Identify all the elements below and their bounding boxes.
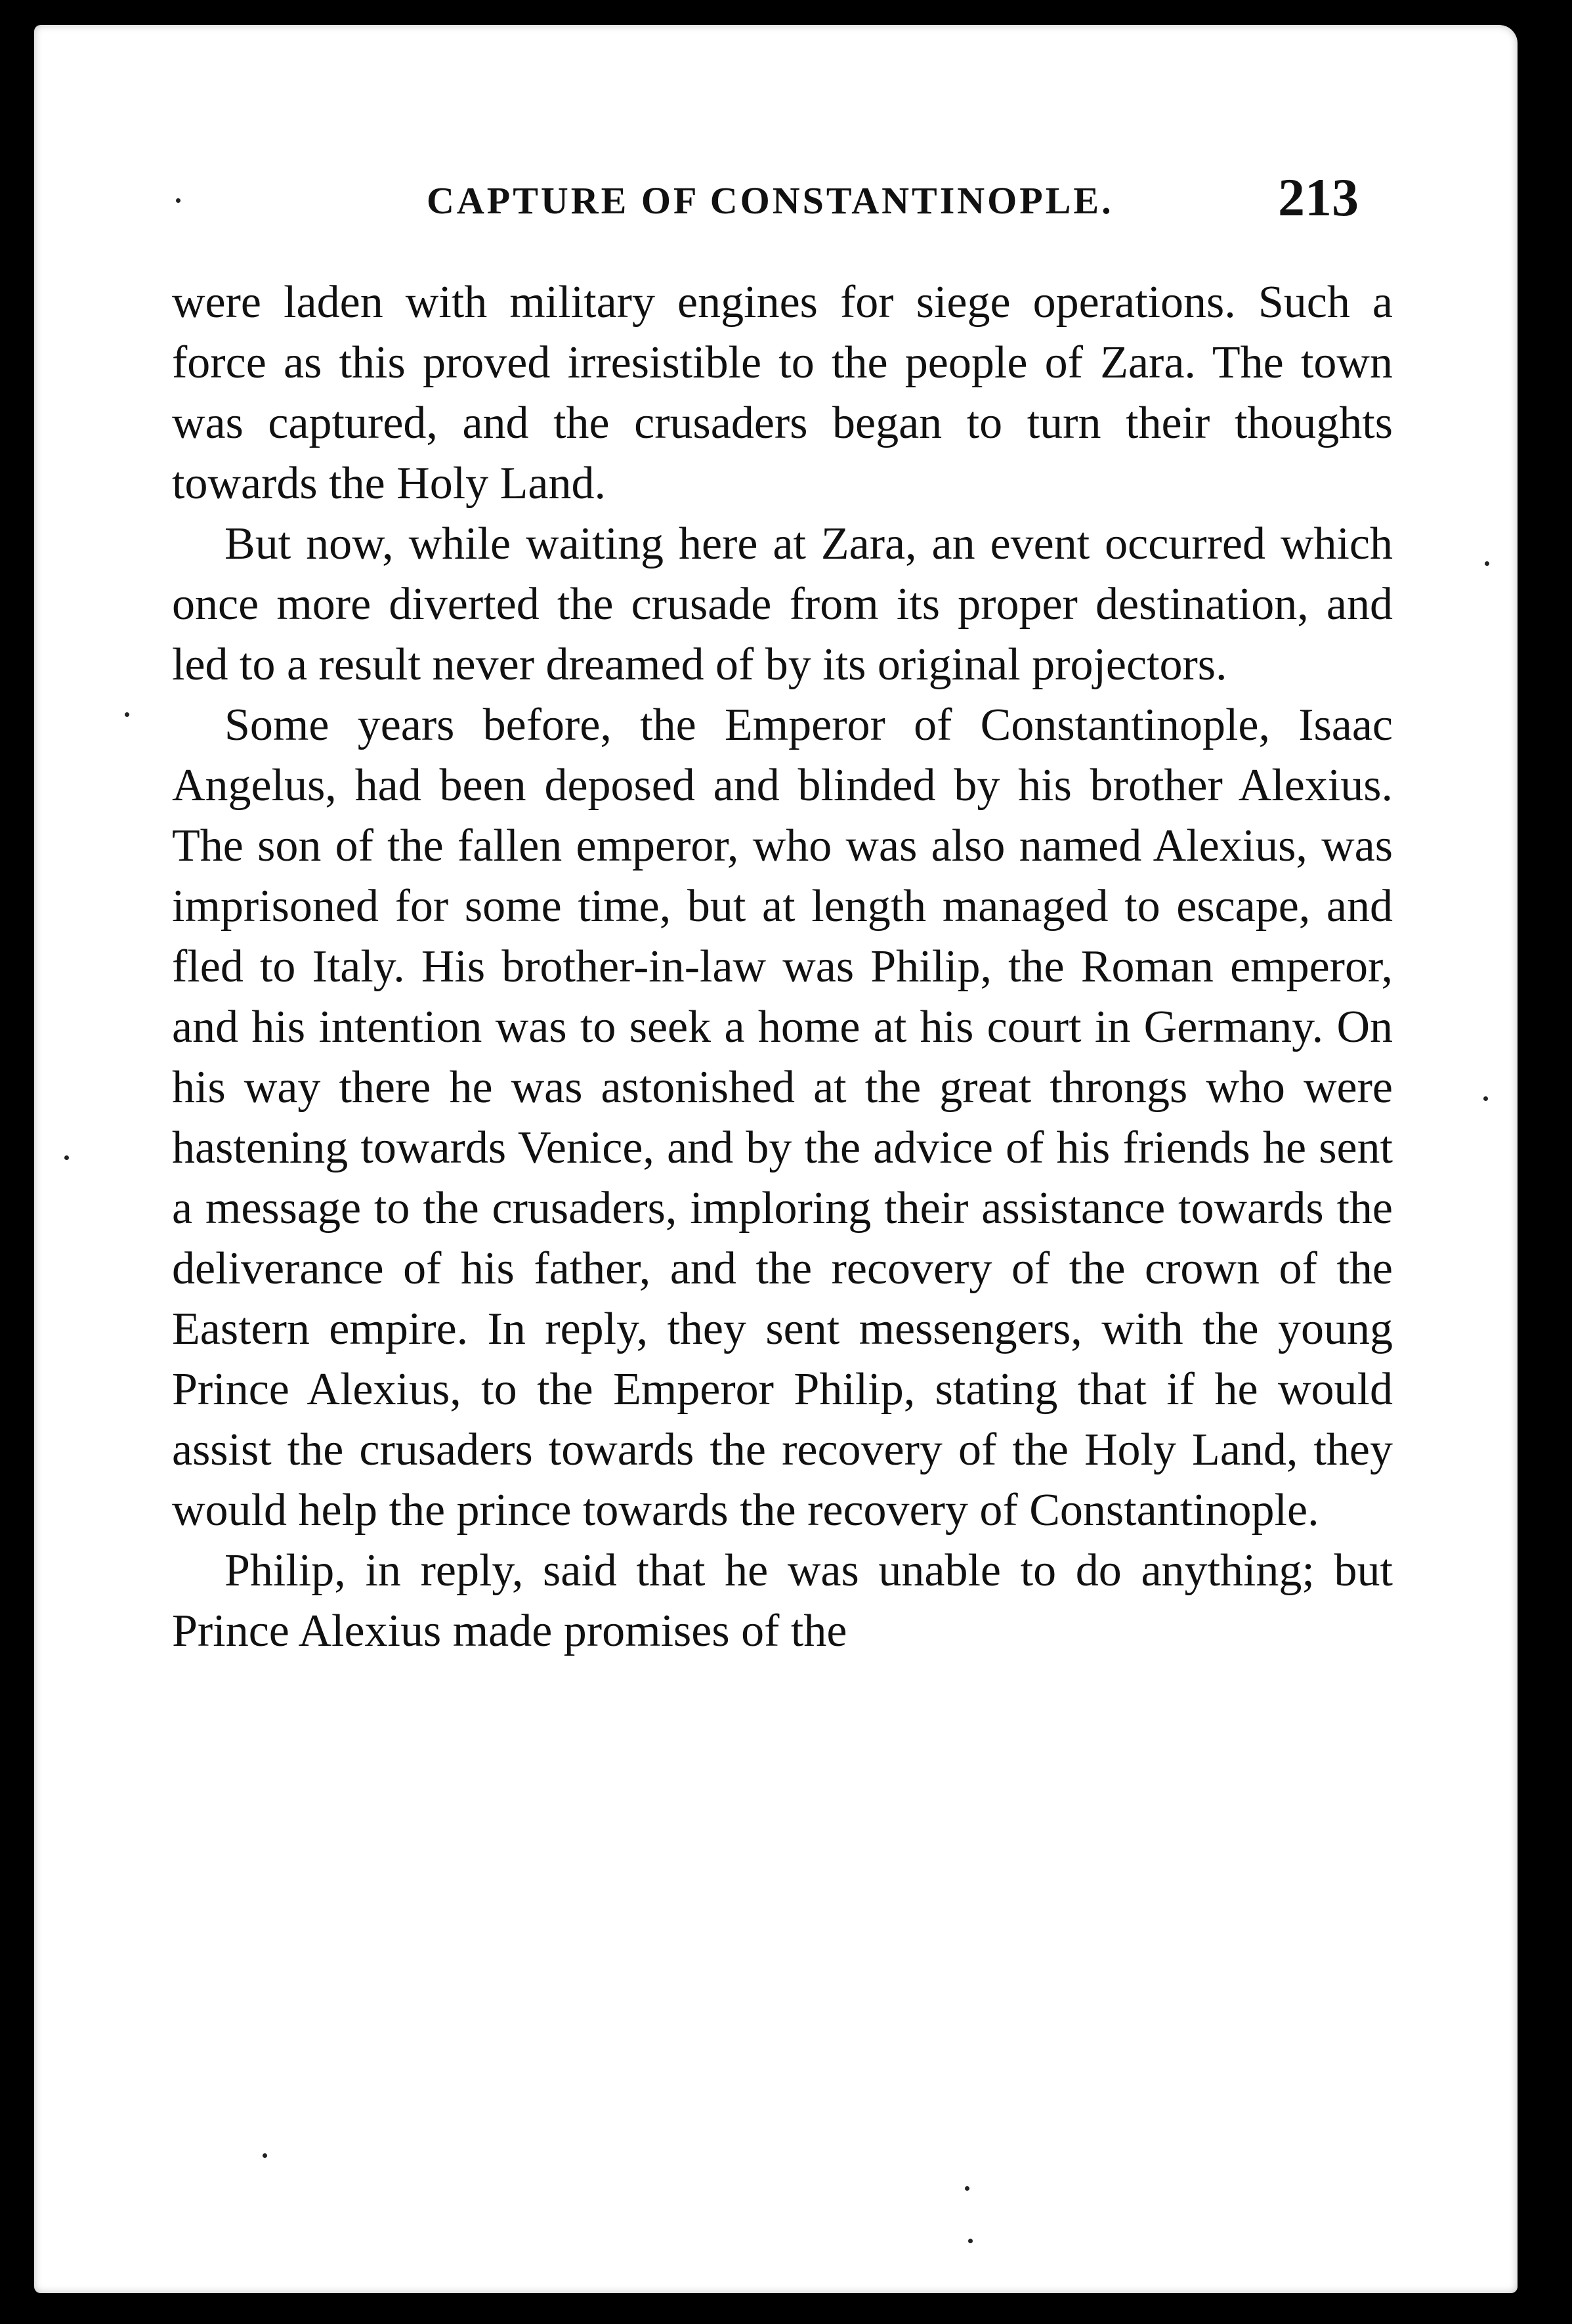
scan-right-border [1518, 0, 1572, 2324]
scan-speck [1483, 1096, 1488, 1101]
scan-speck [125, 712, 129, 717]
scan-speck [965, 2186, 969, 2191]
paragraph: were laden with military engines for siege operations. Such a force as this proved irresistible to the people of Zara. The town was captured, and the crusaders began to turn their thoughts towards the Holy Land. [172, 277, 1393, 509]
scan-speck [263, 2153, 267, 2158]
scan-speck [176, 198, 181, 203]
paragraph: Some years before, the Emperor of Constantinople, Isaac Angelus, had been deposed and blinded by his brother Alexius. The son of the fallen emperor, who was also named Alexius, was imprisoned for some time, but at length managed to escape, and fled to Italy. His brother-in-law was Philip, the Roman emperor, and his intention was to seek a home at his court in Germany. On his way there he was astonished at the great throngs who were hastening towards Venice, and by the advice of his friends he sent a message to the crusaders, imploring their assistance towards the deliverance of his father, and the recovery of the crown of the Eastern empire. In reply, they sent messengers, with the young Prince Alexius, to the Emperor Philip, stating that if he would assist the crusaders towards the recovery of the Holy Land, they would help the prince towards the recovery of Constantinople. [172, 700, 1393, 1536]
scan-speck [968, 2239, 973, 2243]
paragraph: But now, while waiting here at Zara, an event occurred which once more diverted the crusade from its proper destination, and led to a result never dreamed of by its original projectors. [172, 519, 1393, 690]
running-title: CAPTURE OF CONSTANTINOPLE. [427, 179, 1114, 222]
page-number: 213 [1278, 167, 1359, 227]
paragraph: Philip, in reply, said that he was unable to do anything; but Prince Alexius made promises of the [172, 1545, 1393, 1656]
page-header [407, 167, 1391, 231]
scan-speck [1485, 561, 1489, 566]
scan-speck [64, 1155, 69, 1160]
scan-left-border [0, 0, 34, 2324]
body-text [172, 272, 1393, 1662]
